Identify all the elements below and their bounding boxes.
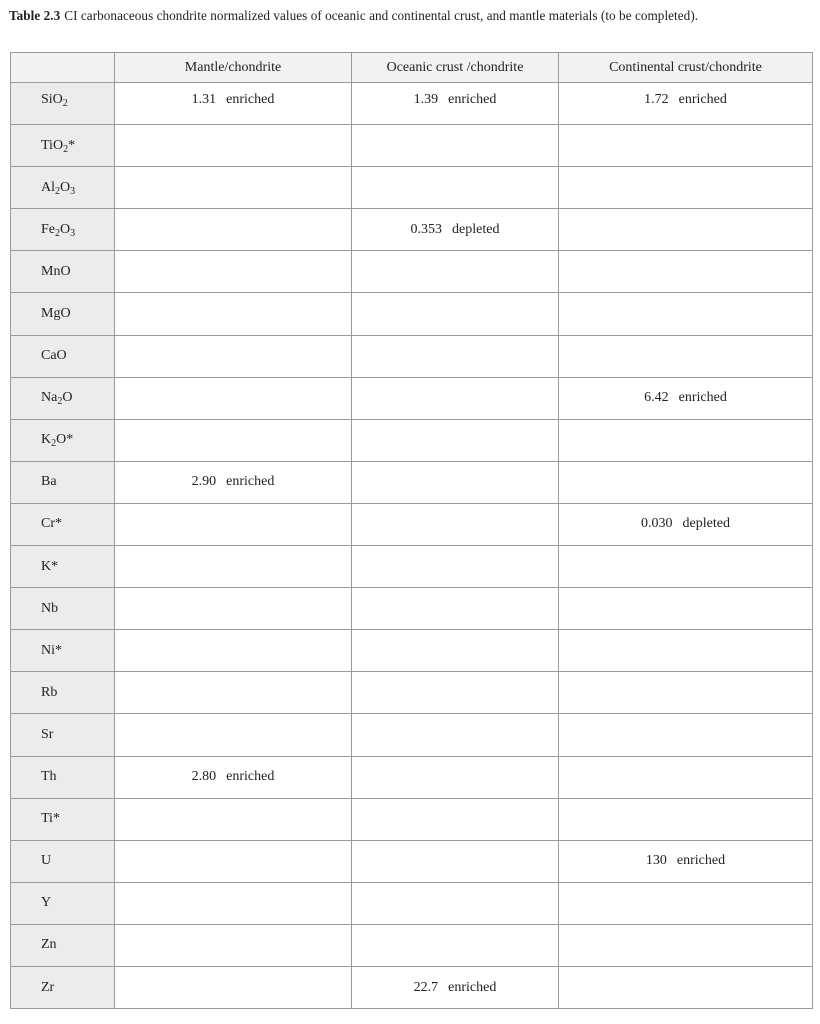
continental-value-cell	[559, 714, 813, 756]
continental-value-cell	[559, 125, 813, 167]
continental-value-cell	[559, 840, 813, 882]
continental-value-cell	[559, 335, 813, 377]
mantle-value-number: 2.90	[191, 474, 217, 490]
table-row	[11, 125, 813, 167]
row-label-subscript: 2	[51, 438, 57, 450]
table-row	[11, 461, 813, 503]
table-row	[11, 672, 813, 714]
mantle-value-cell	[115, 419, 352, 461]
table-row	[11, 251, 813, 293]
row-label-cell	[11, 714, 115, 756]
row-label: K*	[41, 558, 59, 574]
oceanic-value-cell	[352, 461, 559, 503]
table-row	[11, 546, 813, 588]
row-label: Fe	[41, 221, 55, 237]
mantle-value-status: enriched	[226, 474, 275, 490]
continental-value-cell	[559, 293, 813, 335]
oceanic-value-cell	[352, 335, 559, 377]
oceanic-value-number: 22.7	[413, 979, 439, 995]
continental-value-cell	[559, 882, 813, 924]
table-row	[11, 83, 813, 125]
chondrite-normalized-table	[10, 52, 813, 1009]
row-label: Y	[41, 895, 52, 911]
oceanic-value-cell	[352, 966, 559, 1008]
table-row	[11, 630, 813, 672]
row-label-cell	[11, 293, 115, 335]
oceanic-value-cell	[352, 924, 559, 966]
row-label-suffix: O*	[56, 432, 74, 448]
continental-value-cell	[559, 503, 813, 545]
continental-value-cell	[559, 546, 813, 588]
row-label-cell	[11, 546, 115, 588]
row-label-cell	[11, 882, 115, 924]
oceanic-value-cell	[352, 798, 559, 840]
row-label: Al	[41, 179, 55, 195]
row-label: CaO	[41, 348, 67, 364]
continental-value-cell	[559, 167, 813, 209]
row-label-subscript: 2	[55, 227, 60, 239]
oceanic-value-cell	[352, 588, 559, 630]
table-row	[11, 209, 813, 251]
continental-value-cell	[559, 798, 813, 840]
oceanic-value-number: 1.39	[413, 92, 439, 107]
mantle-value-cell	[115, 503, 352, 545]
table-row	[11, 840, 813, 882]
row-label-cell	[11, 588, 115, 630]
row-label: K	[41, 432, 52, 448]
continental-value-status: enriched	[678, 92, 727, 107]
continental-value-cell	[559, 461, 813, 503]
row-label: Nb	[41, 600, 59, 616]
oceanic-value-cell	[352, 251, 559, 293]
row-label-cell	[11, 756, 115, 798]
row-label: Th	[41, 769, 57, 785]
row-label-cell	[11, 630, 115, 672]
table-row	[11, 335, 813, 377]
table-row	[11, 503, 813, 545]
continental-value-cell	[559, 377, 813, 419]
mantle-value-cell	[115, 461, 352, 503]
row-label: TiO	[41, 137, 64, 153]
row-label-cell	[11, 251, 115, 293]
continental-value-cell	[559, 209, 813, 251]
mantle-value-cell	[115, 335, 352, 377]
continental-value-number: 6.42	[644, 390, 669, 406]
continental-value-number: 0.030	[641, 516, 673, 532]
oceanic-value-cell	[352, 293, 559, 335]
mantle-value-cell	[115, 167, 352, 209]
mantle-value-cell	[115, 672, 352, 714]
oceanic-value-number: 0.353	[410, 221, 443, 237]
table-row	[11, 588, 813, 630]
mantle-value-cell	[115, 377, 352, 419]
mantle-value-cell	[115, 588, 352, 630]
row-label-cell	[11, 83, 115, 125]
mantle-value-cell	[115, 83, 352, 125]
mantle-value-number: 1.31	[191, 92, 217, 107]
oceanic-value-cell	[352, 503, 559, 545]
oceanic-value-cell	[352, 714, 559, 756]
row-label-cell	[11, 798, 115, 840]
table-row	[11, 167, 813, 209]
row-label: Zr	[41, 979, 55, 995]
oceanic-value-cell	[352, 83, 559, 125]
row-label-cell	[11, 503, 115, 545]
row-label: Ni*	[41, 642, 62, 658]
continental-value-cell	[559, 966, 813, 1008]
continental-value-number: 1.72	[644, 92, 669, 107]
row-label-subscript: 2	[57, 396, 63, 408]
row-label: MgO	[41, 306, 71, 322]
continental-value-cell	[559, 672, 813, 714]
row-label: Sr	[41, 726, 54, 742]
row-label-cell	[11, 125, 115, 167]
table-number: Table 2.3	[9, 8, 61, 23]
mantle-value-cell	[115, 798, 352, 840]
row-label: MnO	[41, 263, 71, 279]
row-label: Rb	[41, 684, 58, 700]
oceanic-value-cell	[352, 377, 559, 419]
oceanic-value-cell	[352, 419, 559, 461]
mantle-value-cell	[115, 882, 352, 924]
row-label-cell	[11, 966, 115, 1008]
oceanic-value-cell	[352, 125, 559, 167]
oceanic-value-cell	[352, 756, 559, 798]
header-cell-oceanic: Oceanic crust /chondrite	[352, 53, 559, 83]
oceanic-value-cell	[352, 167, 559, 209]
row-label-suffix: O	[62, 390, 73, 406]
header-cell-continental: Continental crust/chondrite	[559, 53, 813, 83]
oceanic-value-cell	[352, 840, 559, 882]
mantle-value-cell	[115, 293, 352, 335]
table-row	[11, 924, 813, 966]
row-label-suffix: *	[68, 137, 76, 153]
mantle-value-cell	[115, 840, 352, 882]
row-label-subscript: 2	[63, 143, 69, 155]
continental-value-status: enriched	[676, 853, 726, 869]
continental-value-cell	[559, 630, 813, 672]
table-row	[11, 377, 813, 419]
continental-value-status: depleted	[682, 516, 730, 532]
row-label: U	[41, 853, 52, 869]
table-row	[11, 966, 813, 1008]
row-label-suffix: O	[60, 179, 71, 195]
table-header-row	[11, 53, 813, 83]
header-cell-mantle: Mantle/chondrite	[115, 53, 352, 83]
table-row	[11, 756, 813, 798]
mantle-value-cell	[115, 209, 352, 251]
mantle-value-cell	[115, 756, 352, 798]
row-label-subscript: 2	[62, 98, 68, 109]
oceanic-value-cell	[352, 209, 559, 251]
mantle-value-status: enriched	[226, 92, 275, 107]
row-label: Cr*	[41, 516, 62, 532]
mantle-value-number: 2.80	[191, 769, 217, 785]
continental-value-cell	[559, 419, 813, 461]
continental-value-cell	[559, 756, 813, 798]
mantle-value-cell	[115, 630, 352, 672]
row-label-cell	[11, 209, 115, 251]
oceanic-value-cell	[352, 546, 559, 588]
row-label: Na	[41, 390, 58, 406]
continental-value-cell	[559, 924, 813, 966]
mantle-value-cell	[115, 125, 352, 167]
row-label-cell	[11, 840, 115, 882]
continental-value-number: 130	[645, 853, 667, 869]
table-row	[11, 798, 813, 840]
row-label-cell	[11, 672, 115, 714]
oceanic-value-status: enriched	[448, 979, 497, 995]
row-label-cell	[11, 167, 115, 209]
table-caption	[9, 7, 799, 25]
row-label-cell	[11, 461, 115, 503]
oceanic-value-status: depleted	[452, 221, 500, 237]
table-row	[11, 714, 813, 756]
mantle-value-cell	[115, 714, 352, 756]
table-row	[11, 882, 813, 924]
mantle-value-status: enriched	[226, 769, 275, 785]
table-row	[11, 293, 813, 335]
mantle-value-cell	[115, 546, 352, 588]
header-cell-blank	[11, 53, 115, 83]
continental-value-cell	[559, 83, 813, 125]
row-label: Ba	[41, 474, 57, 490]
row-label-subscript: 2	[55, 185, 60, 197]
oceanic-value-cell	[352, 672, 559, 714]
row-label: Zn	[41, 937, 57, 953]
continental-value-cell	[559, 251, 813, 293]
mantle-value-cell	[115, 251, 352, 293]
row-label-subscript-2: 3	[70, 227, 76, 239]
continental-value-status: enriched	[678, 390, 727, 406]
row-label-suffix: O	[60, 221, 71, 237]
oceanic-value-status: enriched	[448, 92, 497, 107]
mantle-value-cell	[115, 966, 352, 1008]
row-label-subscript-2: 3	[70, 185, 76, 197]
oceanic-value-cell	[352, 630, 559, 672]
row-label: Ti*	[41, 811, 60, 827]
oceanic-value-cell	[352, 882, 559, 924]
row-label-cell	[11, 924, 115, 966]
row-label-cell	[11, 377, 115, 419]
mantle-value-cell	[115, 924, 352, 966]
row-label-cell	[11, 335, 115, 377]
continental-value-cell	[559, 588, 813, 630]
table-row	[11, 419, 813, 461]
row-label: SiO	[41, 92, 63, 107]
row-label-cell	[11, 419, 115, 461]
table-caption-text: CI carbonaceous chondrite normalized values of oceanic and continental crust, and mantle materials (to be completed).	[64, 8, 699, 23]
